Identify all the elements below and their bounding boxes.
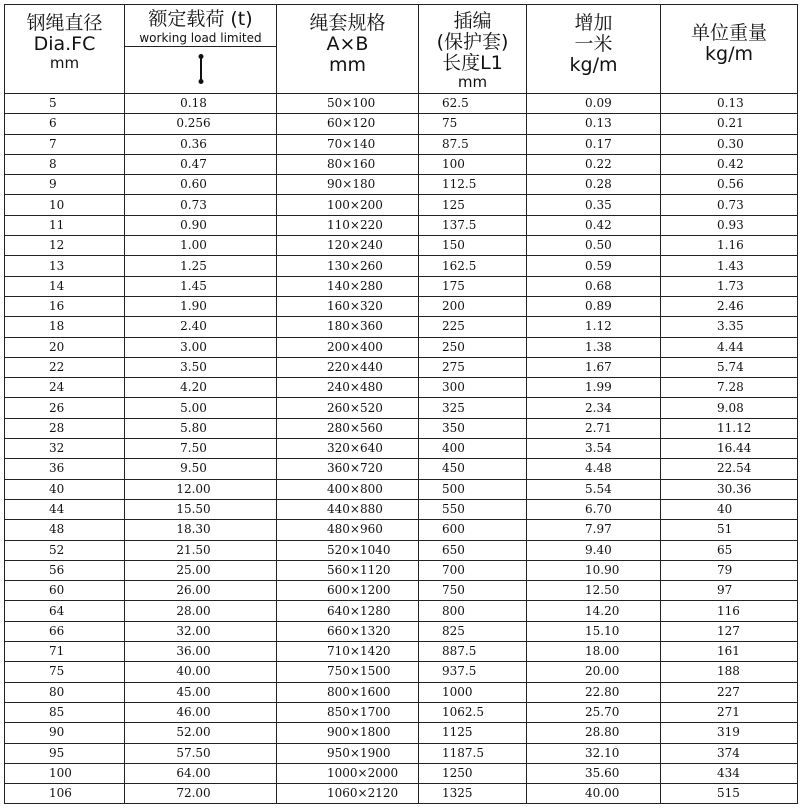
cell-diameter: 32: [5, 439, 125, 459]
cell-load: 12.00: [125, 479, 277, 499]
table-row: [5, 763, 798, 783]
cell-extra-weight: 1.67: [527, 357, 661, 377]
cell-extra-weight: 14.20: [527, 601, 661, 621]
cell-unit-weight: 1.16: [661, 236, 798, 256]
cell-unit-weight: 161: [661, 642, 798, 662]
cell-unit-weight: 0.30: [661, 134, 798, 154]
cell-unit-weight: 4.44: [661, 337, 798, 357]
cell-extra-weight: 1.38: [527, 337, 661, 357]
cell-diameter: 16: [5, 296, 125, 316]
table-row: [5, 398, 798, 418]
cell-unit-weight: 227: [661, 682, 798, 702]
cell-diameter: 22: [5, 357, 125, 377]
cell-extra-weight: 7.97: [527, 520, 661, 540]
table-row: [5, 195, 798, 215]
header-load: [125, 5, 277, 94]
cell-splice-length: 125: [419, 195, 527, 215]
cell-splice-length: 1325: [419, 784, 527, 804]
header-splice-length: 长度L1: [442, 52, 503, 74]
table-row: [5, 520, 798, 540]
header-weight-unit: kg/m: [705, 43, 753, 65]
cell-size: 240×480: [277, 378, 419, 398]
cell-unit-weight: 434: [661, 763, 798, 783]
cell-extra-weight: 20.00: [527, 662, 661, 682]
cell-diameter: 9: [5, 175, 125, 195]
cell-unit-weight: 65: [661, 540, 798, 560]
cell-splice-length: 600: [419, 520, 527, 540]
table-row: [5, 114, 798, 134]
header-size-cn: 绳套规格: [309, 12, 386, 34]
cell-size: 560×1120: [277, 560, 419, 580]
cell-extra-weight: 15.10: [527, 621, 661, 641]
table-row: [5, 256, 798, 276]
cell-size: 750×1500: [277, 662, 419, 682]
cell-unit-weight: 7.28: [661, 378, 798, 398]
table-row: [5, 662, 798, 682]
cell-splice-length: 937.5: [419, 662, 527, 682]
cell-unit-weight: 30.36: [661, 479, 798, 499]
cell-splice-length: 650: [419, 540, 527, 560]
cell-load: 1.25: [125, 256, 277, 276]
table-row: [5, 94, 798, 114]
cell-size: 660×1320: [277, 621, 419, 641]
cell-diameter: 6: [5, 114, 125, 134]
cell-extra-weight: 4.48: [527, 459, 661, 479]
header-splice-unit: mm: [457, 73, 488, 91]
header-diameter-unit: mm: [49, 54, 80, 72]
table-row: [5, 723, 798, 743]
cell-splice-length: 887.5: [419, 642, 527, 662]
table-row: [5, 378, 798, 398]
cell-size: 480×960: [277, 520, 419, 540]
cell-extra-weight: 6.70: [527, 499, 661, 519]
cell-extra-weight: 1.12: [527, 317, 661, 337]
cell-load: 1.00: [125, 236, 277, 256]
cell-size: 900×1800: [277, 723, 419, 743]
cell-unit-weight: 0.56: [661, 175, 798, 195]
cell-extra-weight: 0.89: [527, 296, 661, 316]
table-row: [5, 418, 798, 438]
cell-splice-length: 225: [419, 317, 527, 337]
cell-diameter: 106: [5, 784, 125, 804]
cell-size: 160×320: [277, 296, 419, 316]
cell-size: 180×360: [277, 317, 419, 337]
cell-load: 0.73: [125, 195, 277, 215]
cell-load: 36.00: [125, 642, 277, 662]
cell-splice-length: 175: [419, 276, 527, 296]
cell-diameter: 48: [5, 520, 125, 540]
cell-unit-weight: 51: [661, 520, 798, 540]
cell-extra-weight: 32.10: [527, 743, 661, 763]
cell-load: 21.50: [125, 540, 277, 560]
cell-splice-length: 800: [419, 601, 527, 621]
cell-splice-length: 750: [419, 581, 527, 601]
cell-unit-weight: 319: [661, 723, 798, 743]
cell-splice-length: 500: [419, 479, 527, 499]
cell-diameter: 20: [5, 337, 125, 357]
cell-unit-weight: 9.08: [661, 398, 798, 418]
cell-load: 1.90: [125, 296, 277, 316]
cell-load: 45.00: [125, 682, 277, 702]
cell-load: 0.18: [125, 94, 277, 114]
header-splice-guard: (保护套): [436, 31, 509, 53]
cell-extra-weight: 9.40: [527, 540, 661, 560]
cell-extra-weight: 25.70: [527, 702, 661, 722]
cell-splice-length: 200: [419, 296, 527, 316]
cell-extra-weight: 28.80: [527, 723, 661, 743]
table-row: [5, 702, 798, 722]
cell-size: 130×260: [277, 256, 419, 276]
header-size: [277, 5, 419, 94]
header-extra: [527, 5, 661, 94]
cell-load: 64.00: [125, 763, 277, 783]
table-row: [5, 459, 798, 479]
cell-diameter: 90: [5, 723, 125, 743]
cell-size: 60×120: [277, 114, 419, 134]
cell-load: 4.20: [125, 378, 277, 398]
cell-load: 52.00: [125, 723, 277, 743]
cell-splice-length: 100: [419, 154, 527, 174]
table-row: [5, 215, 798, 235]
cell-load: 57.50: [125, 743, 277, 763]
cell-diameter: 36: [5, 459, 125, 479]
cell-size: 260×520: [277, 398, 419, 418]
cell-load: 26.00: [125, 581, 277, 601]
table-row: [5, 317, 798, 337]
cell-diameter: 100: [5, 763, 125, 783]
cell-unit-weight: 5.74: [661, 357, 798, 377]
cell-load: 1.45: [125, 276, 277, 296]
cell-diameter: 85: [5, 702, 125, 722]
cell-extra-weight: 0.42: [527, 215, 661, 235]
cell-size: 850×1700: [277, 702, 419, 722]
table-row: [5, 540, 798, 560]
header-diameter-cn: 钢绳直径: [26, 12, 103, 34]
cell-extra-weight: 0.17: [527, 134, 661, 154]
header-load-cn: 额定载荷 (t): [148, 8, 253, 30]
cell-size: 320×640: [277, 439, 419, 459]
cell-load: 0.90: [125, 215, 277, 235]
cell-load: 3.50: [125, 357, 277, 377]
cell-load: 0.47: [125, 154, 277, 174]
cell-size: 100×200: [277, 195, 419, 215]
cell-splice-length: 1000: [419, 682, 527, 702]
cell-size: 140×280: [277, 276, 419, 296]
cell-splice-length: 250: [419, 337, 527, 357]
cell-diameter: 80: [5, 682, 125, 702]
cell-extra-weight: 0.22: [527, 154, 661, 174]
cell-size: 520×1040: [277, 540, 419, 560]
cell-load: 15.50: [125, 499, 277, 519]
cell-size: 640×1280: [277, 601, 419, 621]
cell-extra-weight: 0.13: [527, 114, 661, 134]
cell-diameter: 10: [5, 195, 125, 215]
cell-load: 7.50: [125, 439, 277, 459]
cell-size: 70×140: [277, 134, 419, 154]
cell-size: 50×100: [277, 94, 419, 114]
cell-load: 9.50: [125, 459, 277, 479]
cell-diameter: 28: [5, 418, 125, 438]
cell-diameter: 14: [5, 276, 125, 296]
cell-splice-length: 825: [419, 621, 527, 641]
cell-unit-weight: 1.43: [661, 256, 798, 276]
cell-extra-weight: 0.68: [527, 276, 661, 296]
cell-diameter: 8: [5, 154, 125, 174]
cell-diameter: 24: [5, 378, 125, 398]
table-row: [5, 296, 798, 316]
header-weight: [661, 5, 798, 94]
header-size-en: A×B: [326, 33, 369, 55]
cell-load: 3.00: [125, 337, 277, 357]
cell-extra-weight: 12.50: [527, 581, 661, 601]
table-row: [5, 276, 798, 296]
cell-unit-weight: 0.21: [661, 114, 798, 134]
cell-load: 0.256: [125, 114, 277, 134]
cell-diameter: 75: [5, 662, 125, 682]
cell-diameter: 40: [5, 479, 125, 499]
cell-diameter: 52: [5, 540, 125, 560]
cell-diameter: 95: [5, 743, 125, 763]
cell-splice-length: 87.5: [419, 134, 527, 154]
cell-splice-length: 450: [419, 459, 527, 479]
cell-extra-weight: 1.99: [527, 378, 661, 398]
cell-splice-length: 1125: [419, 723, 527, 743]
cell-load: 46.00: [125, 702, 277, 722]
cell-unit-weight: 1.73: [661, 276, 798, 296]
cell-splice-length: 1062.5: [419, 702, 527, 722]
cell-splice-length: 1187.5: [419, 743, 527, 763]
cell-diameter: 56: [5, 560, 125, 580]
cell-unit-weight: 271: [661, 702, 798, 722]
cell-load: 40.00: [125, 662, 277, 682]
cell-unit-weight: 0.42: [661, 154, 798, 174]
cell-splice-length: 75: [419, 114, 527, 134]
cell-splice-length: 400: [419, 439, 527, 459]
cell-diameter: 12: [5, 236, 125, 256]
cell-diameter: 13: [5, 256, 125, 276]
cell-load: 72.00: [125, 784, 277, 804]
cell-unit-weight: 515: [661, 784, 798, 804]
cell-extra-weight: 0.28: [527, 175, 661, 195]
cell-size: 90×180: [277, 175, 419, 195]
cell-load: 28.00: [125, 601, 277, 621]
cell-size: 800×1600: [277, 682, 419, 702]
cell-load: 5.80: [125, 418, 277, 438]
cell-unit-weight: 79: [661, 560, 798, 580]
cell-size: 360×720: [277, 459, 419, 479]
cell-splice-length: 275: [419, 357, 527, 377]
cell-unit-weight: 0.93: [661, 215, 798, 235]
header-weight-cn: 单位重量: [690, 22, 767, 44]
cell-size: 120×240: [277, 236, 419, 256]
cell-unit-weight: 188: [661, 662, 798, 682]
wire-rope-sling-spec-table: [4, 4, 798, 804]
cell-extra-weight: 35.60: [527, 763, 661, 783]
cell-splice-length: 300: [419, 378, 527, 398]
cell-size: 220×440: [277, 357, 419, 377]
cell-size: 950×1900: [277, 743, 419, 763]
table-row: [5, 560, 798, 580]
cell-unit-weight: 97: [661, 581, 798, 601]
cell-size: 710×1420: [277, 642, 419, 662]
cell-diameter: 71: [5, 642, 125, 662]
table-row: [5, 784, 798, 804]
cell-size: 440×880: [277, 499, 419, 519]
cell-unit-weight: 116: [661, 601, 798, 621]
header-extra-per-meter: 一米: [574, 33, 613, 55]
cell-diameter: 11: [5, 215, 125, 235]
cell-extra-weight: 3.54: [527, 439, 661, 459]
table-row: [5, 134, 798, 154]
cell-extra-weight: 0.09: [527, 94, 661, 114]
cell-diameter: 64: [5, 601, 125, 621]
cell-splice-length: 162.5: [419, 256, 527, 276]
cell-unit-weight: 3.35: [661, 317, 798, 337]
cell-diameter: 7: [5, 134, 125, 154]
cell-splice-length: 350: [419, 418, 527, 438]
cell-load: 0.36: [125, 134, 277, 154]
cell-unit-weight: 16.44: [661, 439, 798, 459]
cell-diameter: 44: [5, 499, 125, 519]
shackle-load-icon: [125, 47, 276, 92]
table-row: [5, 682, 798, 702]
cell-diameter: 26: [5, 398, 125, 418]
cell-extra-weight: 0.59: [527, 256, 661, 276]
table-row: [5, 601, 798, 621]
cell-diameter: 5: [5, 94, 125, 114]
cell-load: 2.40: [125, 317, 277, 337]
header-diameter-en: Dia.FC: [33, 33, 96, 55]
cell-splice-length: 137.5: [419, 215, 527, 235]
cell-unit-weight: 2.46: [661, 296, 798, 316]
cell-splice-length: 550: [419, 499, 527, 519]
cell-extra-weight: 0.50: [527, 236, 661, 256]
cell-load: 0.60: [125, 175, 277, 195]
table-row: [5, 357, 798, 377]
header-extra-unit: kg/m: [569, 54, 618, 76]
cell-extra-weight: 10.90: [527, 560, 661, 580]
cell-extra-weight: 5.54: [527, 479, 661, 499]
cell-splice-length: 700: [419, 560, 527, 580]
cell-extra-weight: 18.00: [527, 642, 661, 662]
cell-diameter: 18: [5, 317, 125, 337]
cell-load: 25.00: [125, 560, 277, 580]
cell-size: 110×220: [277, 215, 419, 235]
table-row: [5, 642, 798, 662]
cell-splice-length: 112.5: [419, 175, 527, 195]
header-load-en: working load limited: [139, 31, 262, 45]
cell-size: 80×160: [277, 154, 419, 174]
cell-unit-weight: 0.73: [661, 195, 798, 215]
cell-extra-weight: 40.00: [527, 784, 661, 804]
cell-size: 1060×2120: [277, 784, 419, 804]
table-row: [5, 154, 798, 174]
header-splice-cn: 插编: [453, 10, 492, 32]
table-row: [5, 581, 798, 601]
cell-extra-weight: 0.35: [527, 195, 661, 215]
cell-extra-weight: 2.34: [527, 398, 661, 418]
cell-splice-length: 62.5: [419, 94, 527, 114]
cell-splice-length: 325: [419, 398, 527, 418]
cell-extra-weight: 22.80: [527, 682, 661, 702]
cell-load: 5.00: [125, 398, 277, 418]
cell-diameter: 66: [5, 621, 125, 641]
cell-unit-weight: 0.13: [661, 94, 798, 114]
table-row: [5, 621, 798, 641]
cell-size: 1000×2000: [277, 763, 419, 783]
header-row: [5, 5, 798, 94]
cell-splice-length: 1250: [419, 763, 527, 783]
table-row: [5, 479, 798, 499]
cell-splice-length: 150: [419, 236, 527, 256]
cell-unit-weight: 11.12: [661, 418, 798, 438]
cell-diameter: 60: [5, 581, 125, 601]
cell-size: 400×800: [277, 479, 419, 499]
table-row: [5, 439, 798, 459]
table-row: [5, 499, 798, 519]
header-diameter: [5, 5, 125, 94]
table-row: [5, 743, 798, 763]
cell-size: 280×560: [277, 418, 419, 438]
table-row: [5, 337, 798, 357]
cell-extra-weight: 2.71: [527, 418, 661, 438]
cell-unit-weight: 374: [661, 743, 798, 763]
header-size-unit: mm: [328, 54, 367, 76]
cell-size: 200×400: [277, 337, 419, 357]
cell-load: 18.30: [125, 520, 277, 540]
cell-unit-weight: 22.54: [661, 459, 798, 479]
table-row: [5, 236, 798, 256]
table-row: [5, 175, 798, 195]
cell-size: 600×1200: [277, 581, 419, 601]
table-body: [5, 94, 798, 804]
header-splice: [419, 5, 527, 94]
header-extra-cn: 增加: [574, 12, 613, 34]
cell-unit-weight: 40: [661, 499, 798, 519]
cell-load: 32.00: [125, 621, 277, 641]
cell-unit-weight: 127: [661, 621, 798, 641]
